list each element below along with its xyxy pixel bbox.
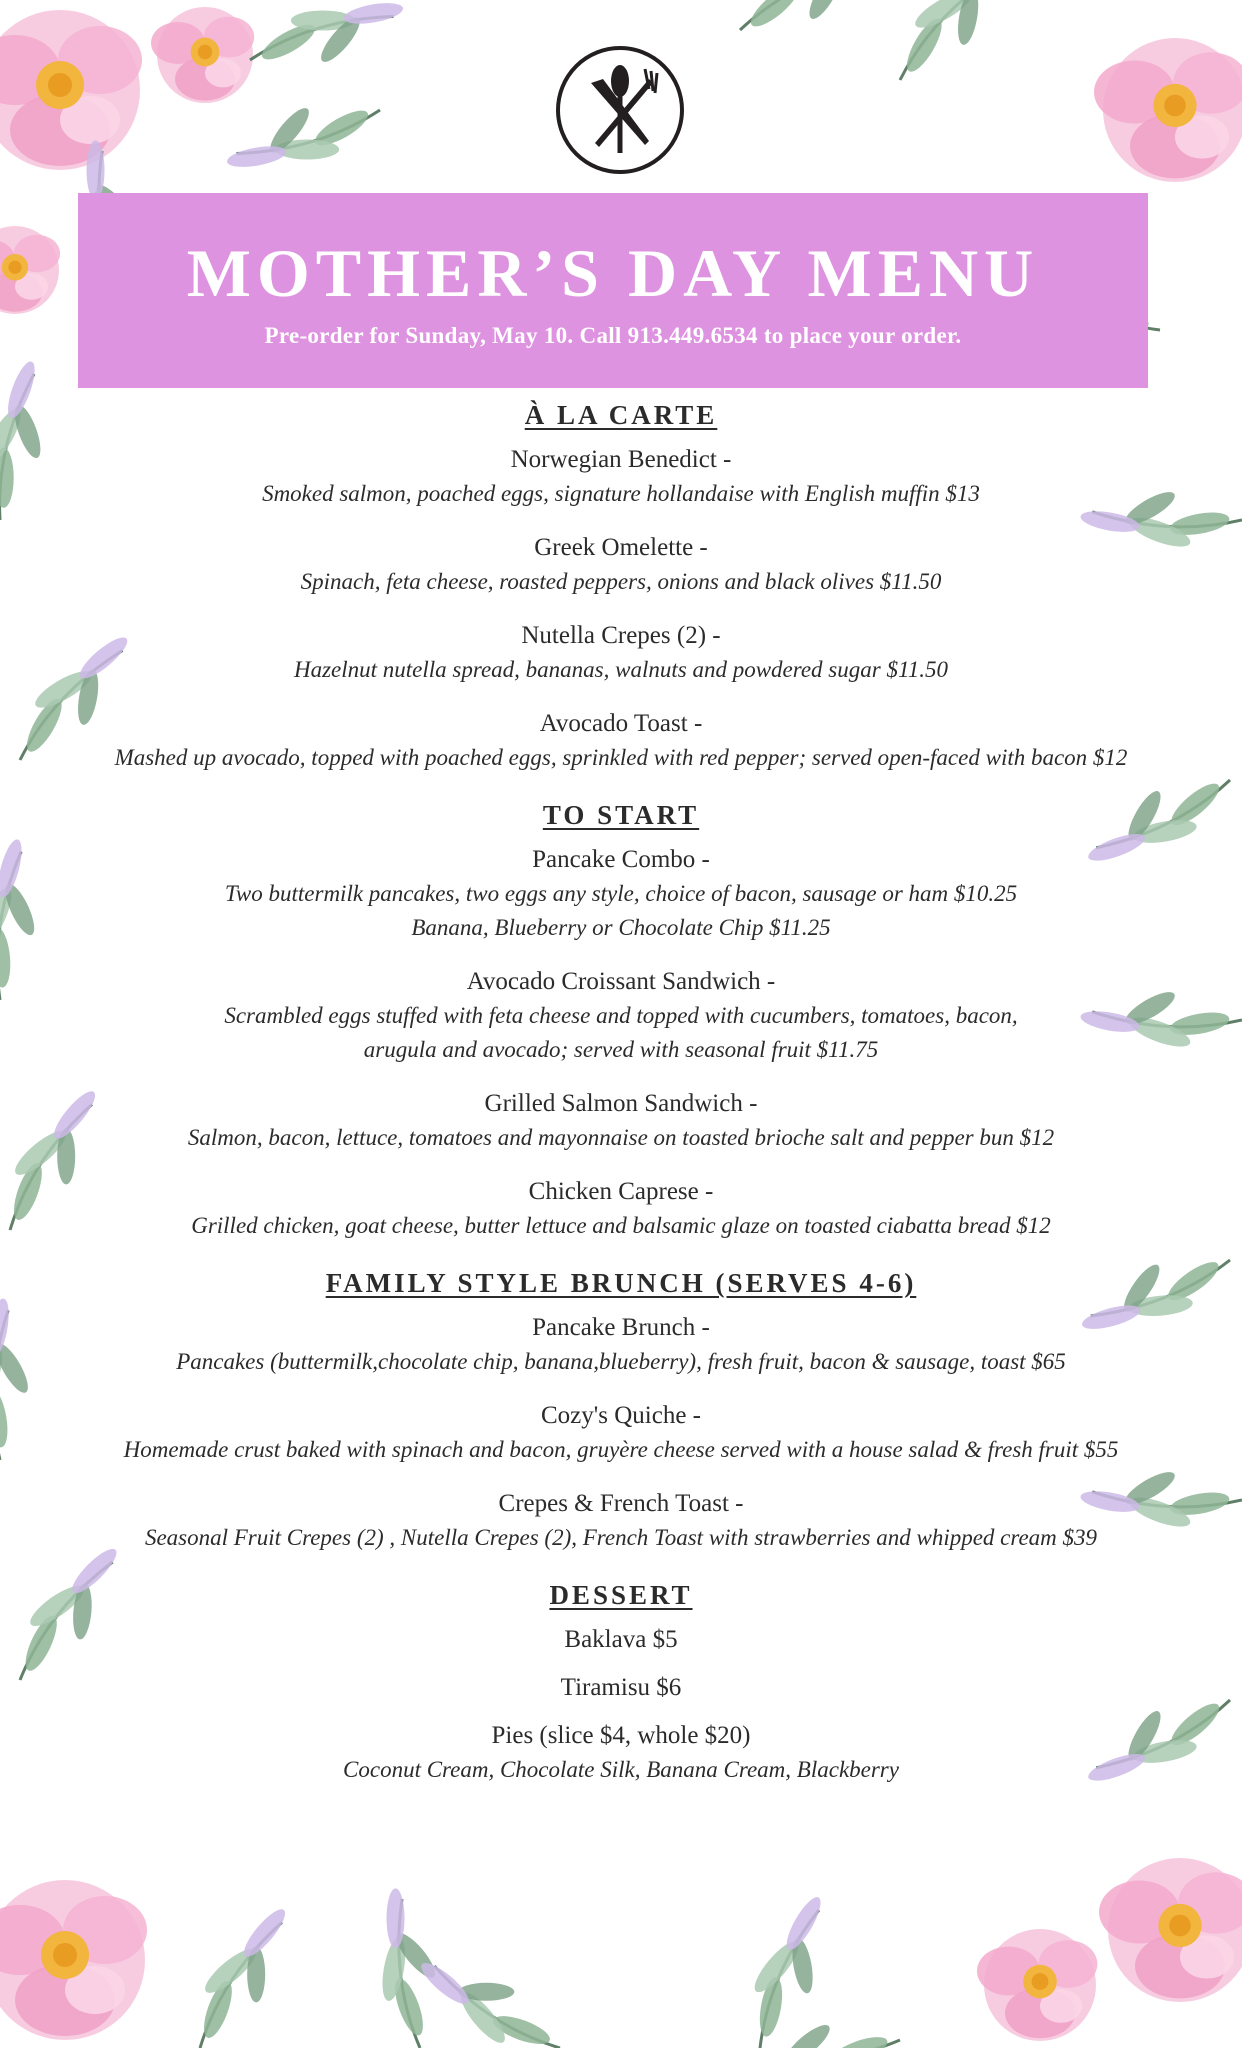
item-description: Salmon, bacon, lettuce, tomatoes and mayonnaise on toasted brioche salt and pepper bun $12: [187, 1125, 1055, 1150]
item-description: Homemade crust baked with spinach and bacon, gruyère cheese served with a house salad & fresh fruit $55: [123, 1437, 1119, 1462]
item-description: Smoked salmon, poached eggs, signature hollandaise with English muffin $13: [262, 481, 980, 506]
item-description: Two buttermilk pancakes, two eggs any style, choice of bacon, sausage or ham $10.25: [224, 881, 1018, 906]
menu-item: [60, 443, 1182, 511]
menu-item: [60, 965, 1182, 1067]
menu-item: [60, 1487, 1182, 1555]
menu-body: [60, 395, 1182, 1807]
item-name: Cozy's Quiche -: [540, 1402, 702, 1429]
item-description: Coconut Cream, Chocolate Silk, Banana Cream, Blackberry: [343, 1757, 899, 1782]
preorder-subtitle: Pre-order for Sunday, May 10. Call 913.449.6534 to place your order.: [264, 323, 962, 348]
item-name: Pies (slice $4, whole $20): [491, 1722, 751, 1749]
item-name: Avocado Croissant Sandwich -: [466, 968, 776, 995]
section-dessert: [60, 1575, 1182, 1787]
item-description: Seasonal Fruit Crepes (2) , Nutella Crepes (2), French Toast with strawberries and whipped cream $39: [144, 1525, 1098, 1550]
menu-item: [60, 1175, 1182, 1243]
section-heading: DESSERT: [549, 1580, 693, 1610]
menu-item: [60, 1719, 1182, 1787]
item-name: Nutella Crepes (2) -: [521, 622, 721, 649]
item-description: Banana, Blueberry or Chocolate Chip $11.25: [411, 915, 831, 940]
menu-item: [60, 531, 1182, 599]
item-description: arugula and avocado; served with seasonal fruit $11.75: [363, 1037, 879, 1062]
item-description: Scrambled eggs stuffed with feta cheese and topped with cucumbers, tomatoes, bacon,: [224, 1003, 1018, 1028]
section-a-la-carte: [60, 395, 1182, 775]
title-banner: [78, 193, 1148, 388]
section-heading: TO START: [542, 800, 700, 830]
item-name: Pancake Brunch -: [532, 1314, 710, 1341]
item-description: Mashed up avocado, topped with poached eggs, sprinkled with red pepper; served open-faced with bacon $12: [114, 745, 1128, 770]
item-description: Spinach, feta cheese, roasted peppers, onions and black olives $11.50: [300, 569, 942, 594]
dessert-item: Baklava $5: [564, 1626, 678, 1653]
item-description: Pancakes (buttermilk,chocolate chip, banana,blueberry), fresh fruit, bacon & sausage, toast $65: [176, 1349, 1066, 1374]
fork-spoon-knife-icon: [553, 43, 687, 177]
item-name: Norwegian Benedict -: [510, 446, 732, 473]
item-name: Pancake Combo -: [532, 846, 710, 873]
item-name: Grilled Salmon Sandwich -: [484, 1090, 758, 1117]
menu-item: [60, 843, 1182, 945]
menu-item: [60, 1087, 1182, 1155]
item-name: Greek Omelette -: [534, 534, 708, 561]
menu-item: [60, 1399, 1182, 1467]
menu-item: [60, 707, 1182, 775]
item-name: Avocado Toast -: [539, 710, 703, 737]
menu-item: [60, 619, 1182, 687]
section-family-style-brunch: [60, 1263, 1182, 1555]
item-name: Crepes & French Toast -: [498, 1490, 744, 1517]
item-name: Chicken Caprese -: [528, 1178, 714, 1205]
section-heading: FAMILY STYLE BRUNCH (SERVES 4-6): [325, 1268, 917, 1298]
item-description: Hazelnut nutella spread, bananas, walnuts and powdered sugar $11.50: [293, 657, 948, 682]
menu-item: [60, 1311, 1182, 1379]
section-heading: À LA CARTE: [524, 400, 718, 430]
page-title: MOTHER’S DAY MENU: [186, 235, 1040, 311]
dessert-item: Tiramisu $6: [560, 1674, 682, 1701]
item-description: Grilled chicken, goat cheese, butter lettuce and balsamic glaze on toasted ciabatta bread $12: [191, 1213, 1051, 1238]
section-to-start: [60, 795, 1182, 1243]
